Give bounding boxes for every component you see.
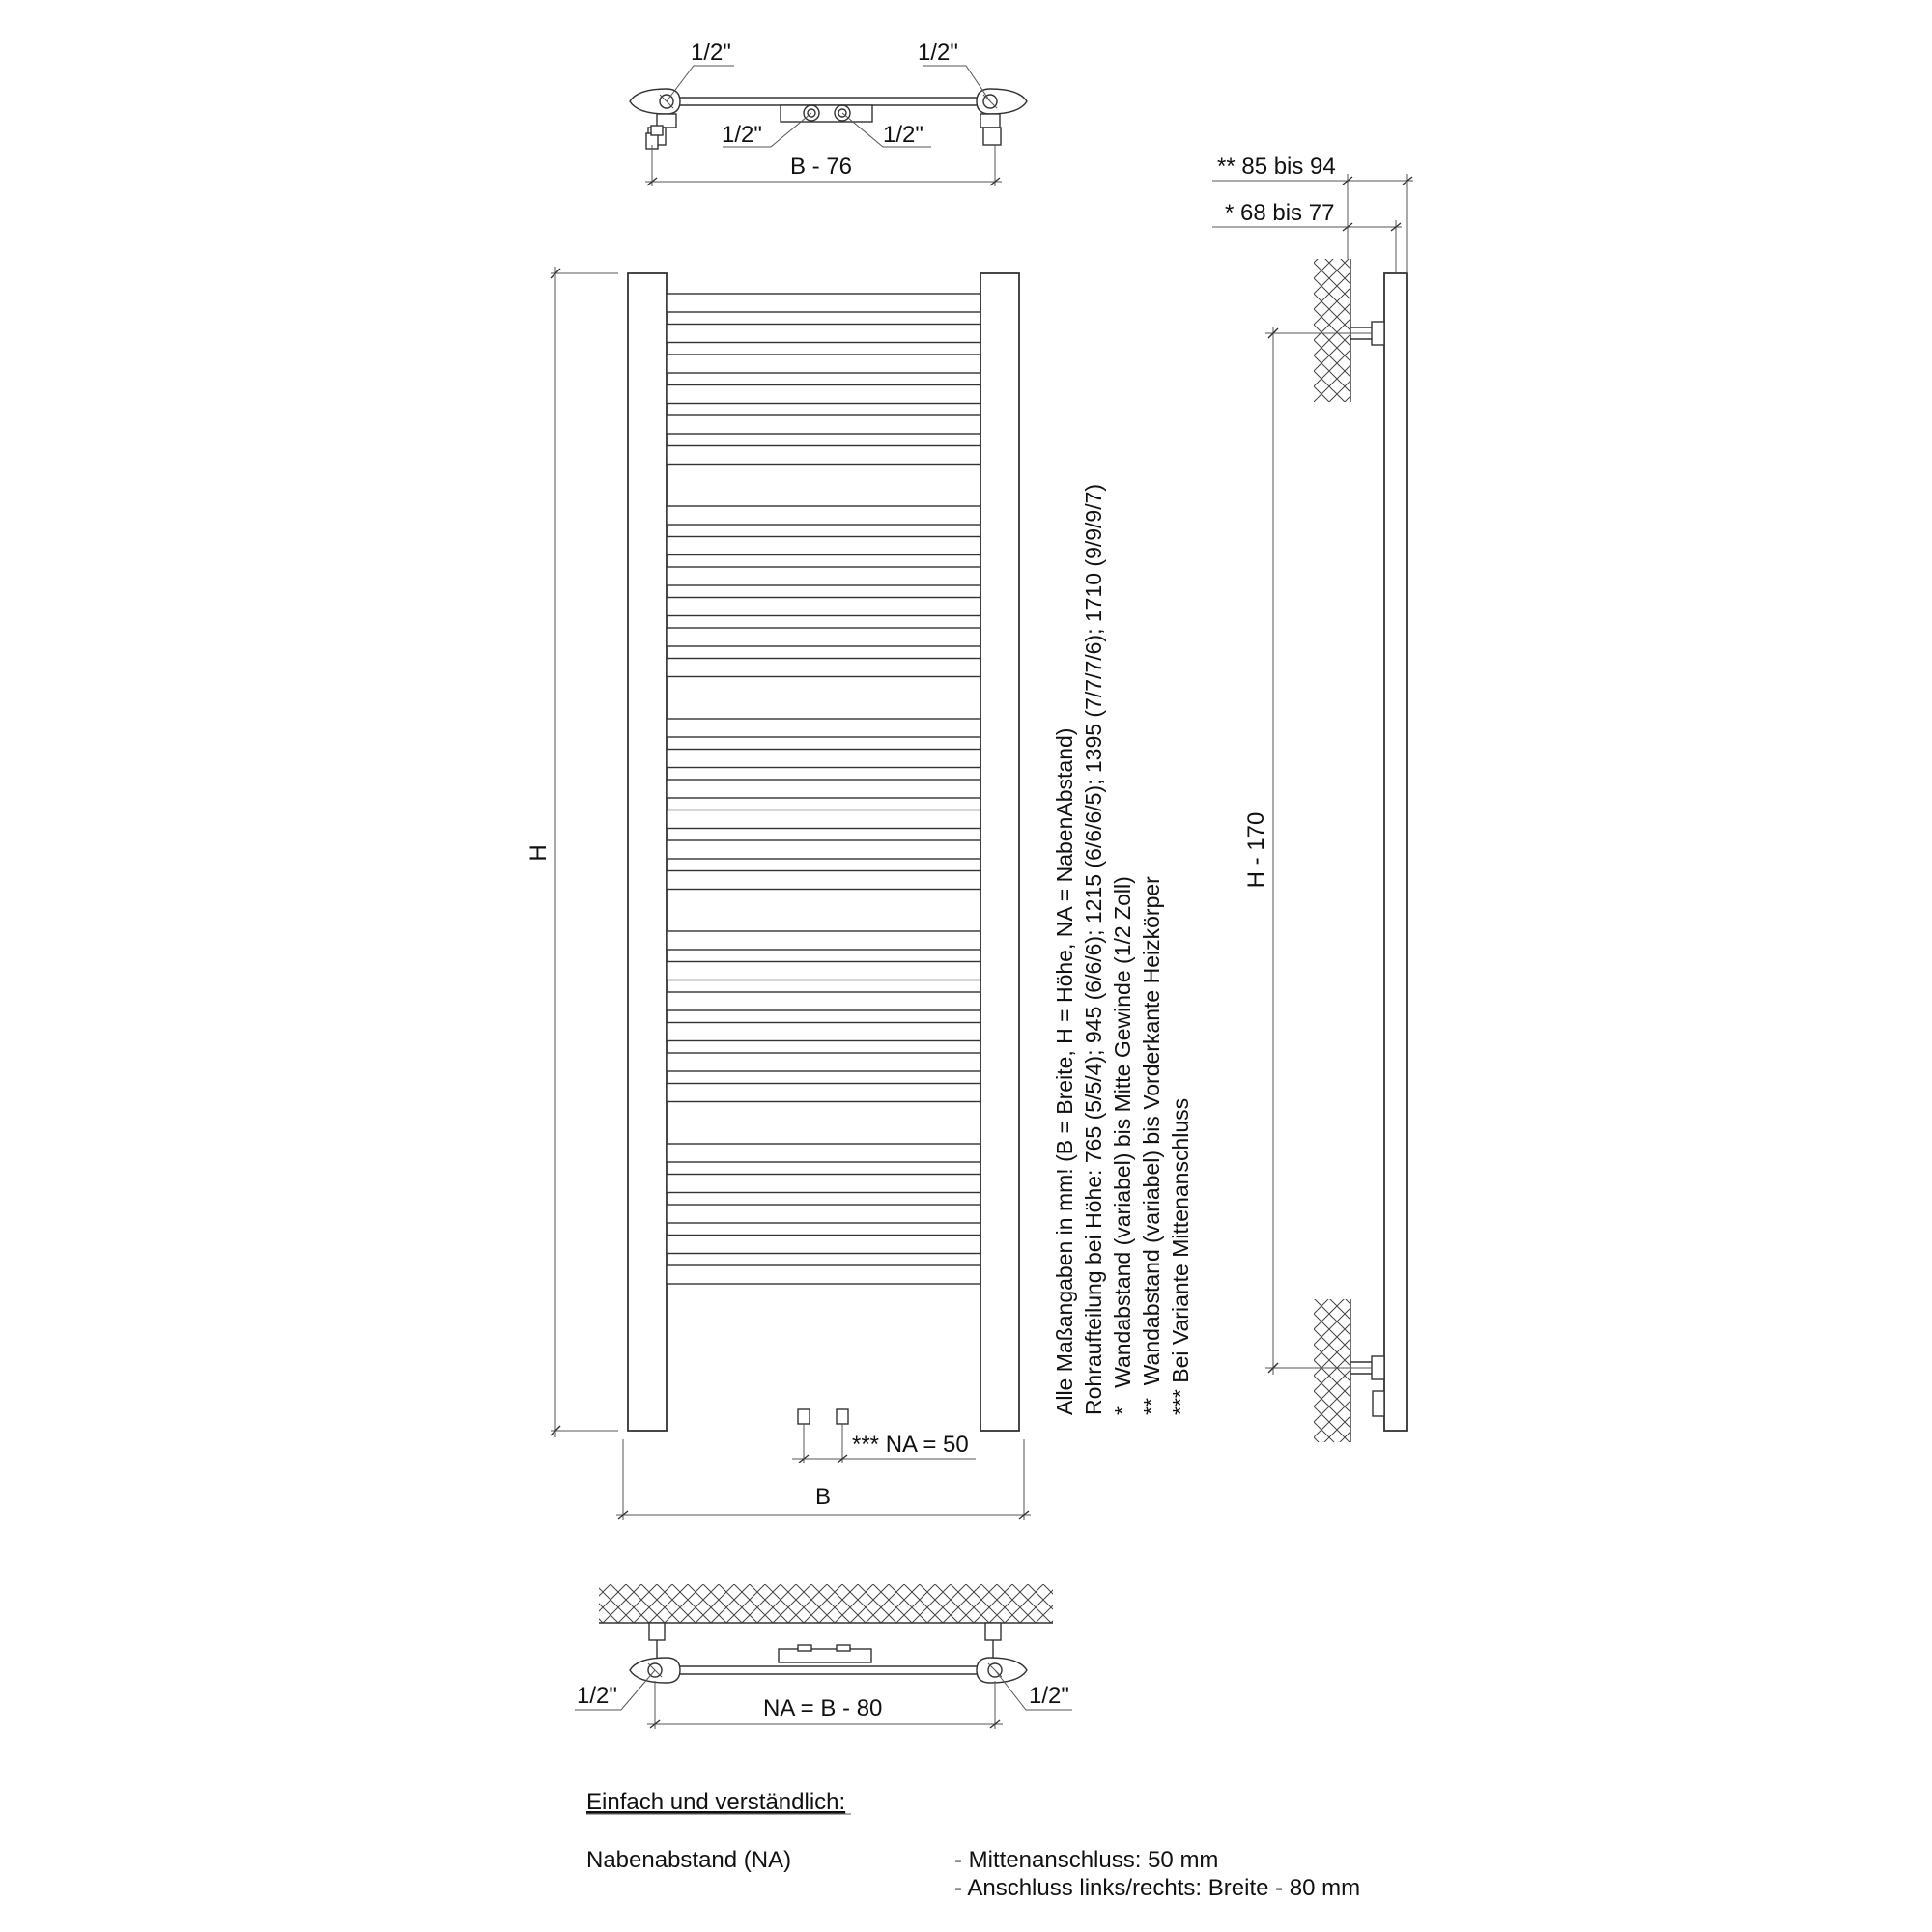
wall-section-plan — [599, 1584, 1053, 1623]
rail-bar — [667, 931, 980, 950]
rail-bar — [667, 446, 980, 465]
rail-bar — [667, 628, 980, 646]
bottom-right-thread-label: 1/2" — [1029, 1683, 1069, 1709]
rail-bar — [667, 1084, 980, 1102]
summary-side-connection: - Anschluss links/rechts: Breite - 80 mm — [954, 1875, 1361, 1901]
rail-bar — [667, 750, 980, 768]
radiator-side-profile — [1384, 273, 1407, 1431]
rail-bar — [667, 719, 980, 737]
rail-bar — [667, 1265, 980, 1284]
rail-bar — [667, 1205, 980, 1223]
wall-section-bottom — [1314, 1299, 1350, 1442]
note-center-variant: *** Bei Variante Mittenanschluss — [1168, 1097, 1193, 1415]
rail-bar — [667, 780, 980, 798]
rail-bar — [667, 1053, 980, 1071]
wall-distance-min-dimension: * 68 bis 77 — [1225, 200, 1335, 226]
rail-bars — [667, 294, 980, 1284]
rail-bar — [667, 598, 980, 616]
side-view — [1212, 174, 1413, 1442]
rail-bar — [667, 537, 980, 555]
summary-center-connection: - Mittenanschluss: 50 mm — [954, 1847, 1219, 1873]
rail-bar — [667, 659, 980, 677]
rail-bar — [667, 506, 980, 525]
bottom-spacing-dimension: NA = B - 80 — [763, 1695, 883, 1721]
rail-bar — [667, 871, 980, 890]
summary-heading: Einfach und verständlich: — [586, 1789, 846, 1815]
rail-bar — [667, 962, 980, 980]
rail-bar — [667, 1236, 980, 1254]
rail-bar — [667, 415, 980, 434]
rail-bar — [667, 567, 980, 585]
rail-bar — [667, 810, 980, 829]
front-view — [551, 267, 1031, 1520]
left-valve-cap — [630, 89, 680, 114]
right-radiator-column — [980, 273, 1019, 1431]
top-width-dimension: B - 76 — [790, 154, 853, 180]
top-left-thread-label: 1/2" — [691, 40, 731, 66]
note-units: Alle Maßangaben in mm! (B = Breite, H = Höhe, NA = NabenAbstand) — [1052, 727, 1077, 1415]
center-spacing-dimension: *** NA = 50 — [852, 1432, 969, 1458]
rail-bar — [667, 325, 980, 343]
note-wall-distance-thread: * Wandabstand (variabel) bis Mitte Gewinde (1/2 Zoll) — [1110, 876, 1135, 1415]
bottom-center-block — [779, 1649, 871, 1662]
top-right-thread-label: 1/2" — [918, 40, 958, 66]
rail-bar — [667, 385, 980, 404]
notes-block — [1052, 484, 1193, 1415]
front-height-dimension: H — [526, 844, 552, 862]
top-center-left-thread-label: 1/2" — [722, 122, 762, 148]
rail-bar — [667, 992, 980, 1010]
top-center-right-thread-label: 1/2" — [883, 122, 923, 148]
rail-bar — [667, 1144, 980, 1162]
rail-bar — [667, 840, 980, 859]
rail-bar — [667, 1175, 980, 1193]
front-width-dimension: B — [814, 1484, 832, 1510]
rail-bar — [667, 355, 980, 373]
wall-distance-max-dimension: ** 85 bis 94 — [1217, 154, 1336, 180]
wall-section-top — [1314, 259, 1350, 402]
bottom-left-thread-label: 1/2" — [577, 1683, 617, 1709]
center-connection-right-stub — [837, 1409, 848, 1424]
summary-label: Nabenabstand (NA) — [586, 1847, 792, 1873]
rail-bar — [667, 1023, 980, 1041]
center-connection-block — [781, 105, 872, 122]
note-tube-layout: Rohraufteilung bei Höhe: 765 (5/5/4); 945 (6/6/6); 1215 (6/6/6/5); 1395 (7/7/7/6); 1710 (9/9/9/7) — [1081, 483, 1106, 1415]
note-wall-distance-front: ** Wandabstand (variabel) bis Vorderkante Heizkörper — [1139, 876, 1164, 1415]
side-height-dimension: H - 170 — [1243, 811, 1269, 889]
rail-bar — [667, 294, 980, 312]
center-connection-left-stub — [798, 1409, 810, 1424]
left-radiator-column — [628, 273, 667, 1431]
